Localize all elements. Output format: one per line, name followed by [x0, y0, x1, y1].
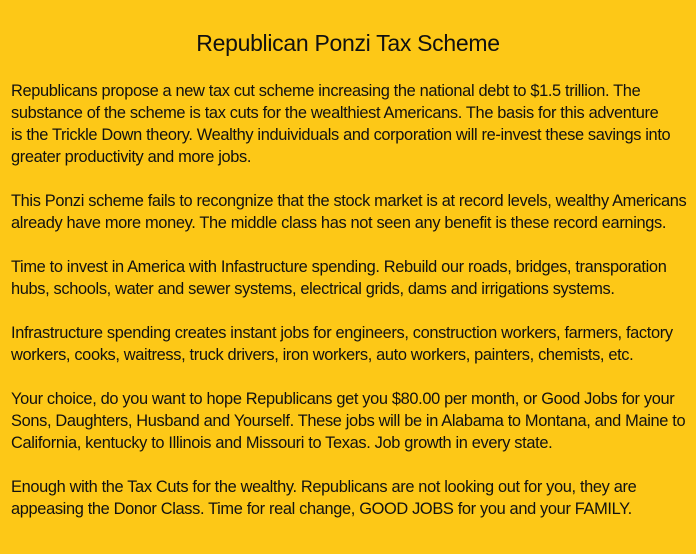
- paragraph-infrastructure-jobs: [11, 322, 691, 366]
- page-title: Republican Ponzi Tax Scheme: [196, 30, 500, 56]
- paragraph-infrastructure-investment: [11, 256, 691, 300]
- text-line: Your choice, do you want to hope Republicans get you $80.00 per month, or Good Jobs for your: [11, 390, 675, 408]
- text-line: Enough with the Tax Cuts for the wealthy. Republicans are not looking out for you, they are: [11, 478, 637, 496]
- text-line: appeasing the Donor Class. Time for real change, GOOD JOBS for you and your FAMILY.: [11, 500, 632, 518]
- text-line: greater productivity and more jobs.: [11, 148, 252, 166]
- text-line: is the Trickle Down theory. Wealthy induividuals and corporation will re-invest these savings into: [11, 126, 671, 144]
- text-line: This Ponzi scheme fails to recongnize that the stock market is at record levels, wealthy Americans: [11, 192, 687, 210]
- text-line: California, kentucky to Illinois and Missouri to Texas. Job growth in every state.: [11, 434, 553, 452]
- text-line: workers, cooks, waitress, truck drivers, iron workers, auto workers, painters, chemists, etc.: [11, 346, 634, 364]
- text-line: hubs, schools, water and sewer systems, electrical grids, dams and irrigations systems.: [11, 280, 615, 298]
- paragraph-ponzi-scheme: [11, 190, 691, 234]
- document-body: [11, 80, 691, 542]
- text-line: already have more money. The middle class has not seen any benefit is these record earnings.: [11, 214, 667, 232]
- paragraph-enough: [11, 476, 691, 520]
- text-line: substance of the scheme is tax cuts for the wealthiest Americans. The basis for this adventure: [11, 104, 659, 122]
- text-line: Time to invest in America with Infastructure spending. Rebuild our roads, bridges, transporation: [11, 258, 667, 276]
- text-line: Republicans propose a new tax cut scheme increasing the national debt to $1.5 trillion. The: [11, 82, 641, 100]
- paragraph-your-choice: [11, 388, 691, 454]
- text-line: Sons, Daughters, Husband and Yourself. These jobs will be in Alabama to Montana, and Maine to: [11, 412, 686, 430]
- text-line: Infrastructure spending creates instant jobs for engineers, construction workers, farmers, factory: [11, 324, 673, 342]
- paragraph-tax-scheme: [11, 80, 691, 168]
